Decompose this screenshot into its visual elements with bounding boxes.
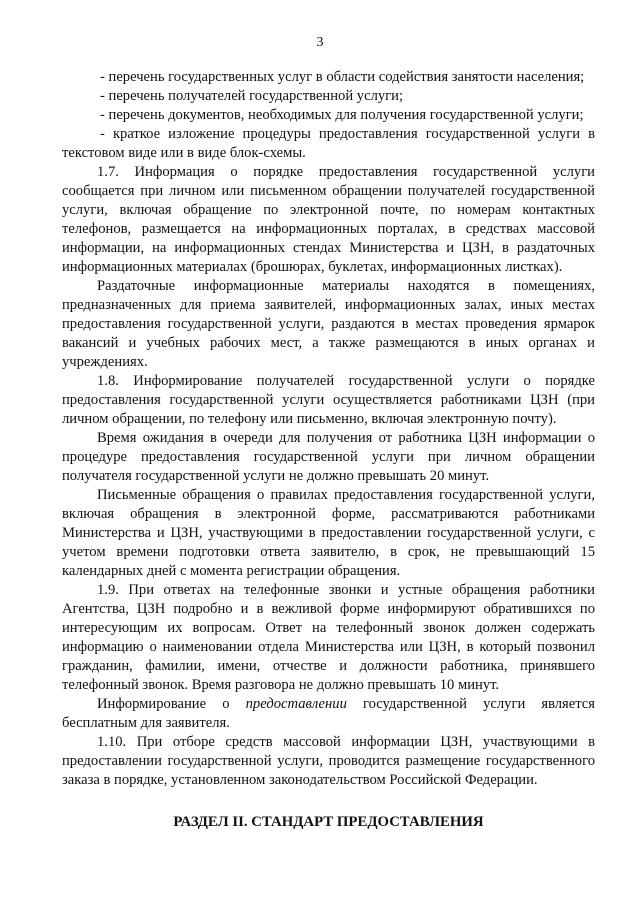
- section-heading: РАЗДЕЛ II. СТАНДАРТ ПРЕДОСТАВЛЕНИЯ: [173, 814, 484, 830]
- paragraph-1-8: 1.8. Информирование получателей государственной услуги о порядке предоставления государственной услуги осуществляется работниками ЦЗН (при личном обращении, по телефону или письменно, включая электронную почту).: [62, 373, 595, 427]
- bullet-procedure-summary: - краткое изложение процедуры предоставления государственной услуги в текстовом виде или в виде блок-схемы.: [62, 126, 595, 161]
- paragraph-handout-materials: Раздаточные информационные материалы находятся в помещениях, предназначенных для приема заявителей, информационных залах, иных местах предоставления государственной услуги, раздаются в местах проведения ярмарок вакансий и учебных рабочих мест, а также размещаются в иных органах и учреждениях.: [62, 278, 595, 370]
- free-info-italic: предоставлении: [245, 696, 347, 712]
- paragraph-1-9: 1.9. При ответах на телефонные звонки и устные обращения работники Агентства, ЦЗН подробно и в вежливой форме информируют обратившихся по интересующим их вопросам. Ответ на телефонный звонок должен содержать информацию о наименовании отдела Министерства или ЦЗН, в который позвонил гражданин, фамилии, имени, отчестве и должности работника, принявшего телефонный звонок. Время разговора не должно превышать 10 минут.: [62, 582, 595, 693]
- paragraph-waiting-time: Время ожидания в очереди для получения от работника ЦЗН информации о процедуре предоставления государственной услуги при личном обращении получателя государственной услуги не должно превышать 20 минут.: [62, 430, 595, 484]
- free-info-before: Информирование о: [97, 696, 246, 712]
- free-info-after: государственной услуги является бесплатным для заявителя.: [62, 696, 595, 731]
- bullet-services-list: - перечень государственных услуг в области содействия занятости населения;: [100, 69, 585, 85]
- paragraph-1-10: 1.10. При отборе средств массовой информации ЦЗН, участвующими в предоставлении государственной услуги, проводится размещение государственного заказа в порядке, установленном законодательством Российской Федерации.: [62, 734, 595, 788]
- page-number: 3: [316, 35, 324, 50]
- bullet-recipients-list: - перечень получателей государственной услуги;: [100, 88, 404, 104]
- paragraph-1-7: 1.7. Информация о порядке предоставления государственной услуги сообщается при личном или письменном обращении получателей государственной услуги, включая обращение по электронной почте, по номерам контактных телефонов, размещается на информационных порталах, в средствах массовой информации, на информационных стендах Министерства и ЦЗН, в раздаточных информационных материалах (брошюрах, буклетах, информационных листках).: [62, 164, 595, 275]
- paragraph-free-info: [62, 695, 595, 733]
- bullet-documents-list: - перечень документов, необходимых для получения государственной услуги;: [100, 107, 584, 123]
- document-body: [62, 68, 595, 790]
- paragraph-written-requests: Письменные обращения о правилах предоставления государственной услуги, включая обращения в электронной форме, рассматриваются работниками Министерства и ЦЗН, участвующими в предоставлении государственной услуги, с учетом времени подготовки ответа заявителю, в срок, не превышающий 15 календарных дней с момента регистрации обращения.: [62, 487, 595, 579]
